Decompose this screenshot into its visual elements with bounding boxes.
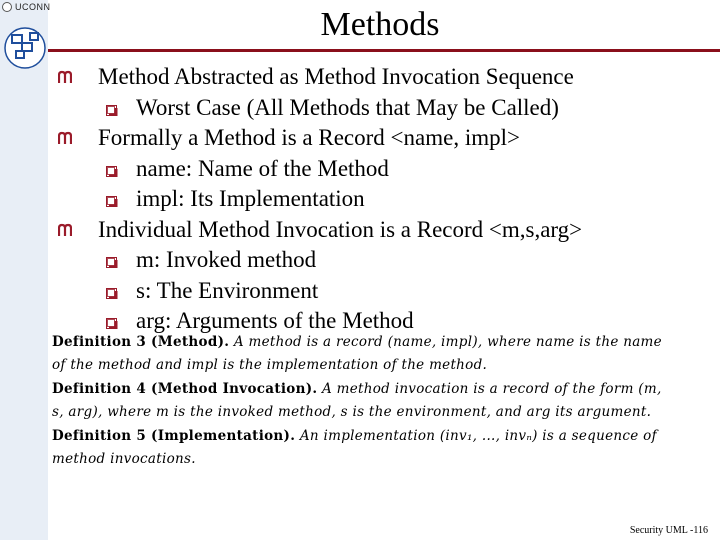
seal-icon (2, 2, 12, 12)
title-rule (48, 49, 720, 52)
definition-paragraph (52, 378, 677, 423)
bullet-text: name: Name of the Method (136, 155, 389, 181)
brand-text: UCONN (15, 2, 51, 12)
bullet-text: Worst Case (All Methods that May be Called) (136, 94, 559, 120)
bullet-m-icon (58, 131, 72, 145)
bullet-square-icon (106, 318, 118, 329)
bullet-item (58, 123, 710, 154)
definition-text: A method is a record (name, impl), where name is the name of the method and impl is the implementation of the method. (52, 334, 662, 373)
bullet-square-icon (106, 257, 118, 268)
bullet-text: impl: Its Implementation (136, 186, 365, 211)
definition-paragraph (52, 425, 677, 470)
definition-heading: Definition 3 (Method). (52, 334, 230, 350)
bullet-text: Formally a Method is a Record <name, impl> (98, 125, 520, 150)
definition-text: A method invocation is a record of the form (m, s, arg), where m is the invoked method, s is the environment, and arg its argument. (52, 381, 662, 420)
bullet-square-icon (106, 196, 118, 207)
definition-text: An implementation (inv₁, ..., invₙ) is a sequence of method invocations. (52, 428, 657, 467)
sub-bullet-item (58, 245, 710, 276)
page-title: Methods (320, 6, 440, 43)
bullet-text: s: The Environment (136, 277, 319, 303)
bullet-m-icon (58, 223, 72, 237)
sub-bullet-item (58, 184, 710, 215)
bullet-item (58, 215, 710, 246)
bullet-square-icon (106, 288, 118, 299)
definition-heading: Definition 5 (Implementation). (52, 428, 296, 444)
sub-bullet-item (58, 93, 710, 124)
definition-heading: Definition 4 (Method Invocation). (52, 381, 318, 397)
definition-paragraph (52, 331, 677, 376)
sub-bullet-item (58, 276, 710, 307)
bullet-text: Individual Method Invocation is a Record <m,s,arg> (98, 216, 583, 242)
bullet-m-icon (58, 70, 72, 84)
sub-bullet-item (58, 154, 710, 185)
bullet-item (58, 62, 710, 93)
bullet-list (58, 62, 710, 337)
bullet-text: Method Abstracted as Method Invocation Sequence (98, 64, 574, 89)
bullet-square-icon (106, 166, 118, 177)
bullet-text: arg: Arguments of the Method (136, 308, 414, 333)
bullet-text: m: Invoked method (136, 247, 317, 272)
slide-footer: Security UML -116 (629, 525, 708, 536)
bullet-square-icon (106, 105, 118, 116)
definitions-block (52, 331, 677, 472)
